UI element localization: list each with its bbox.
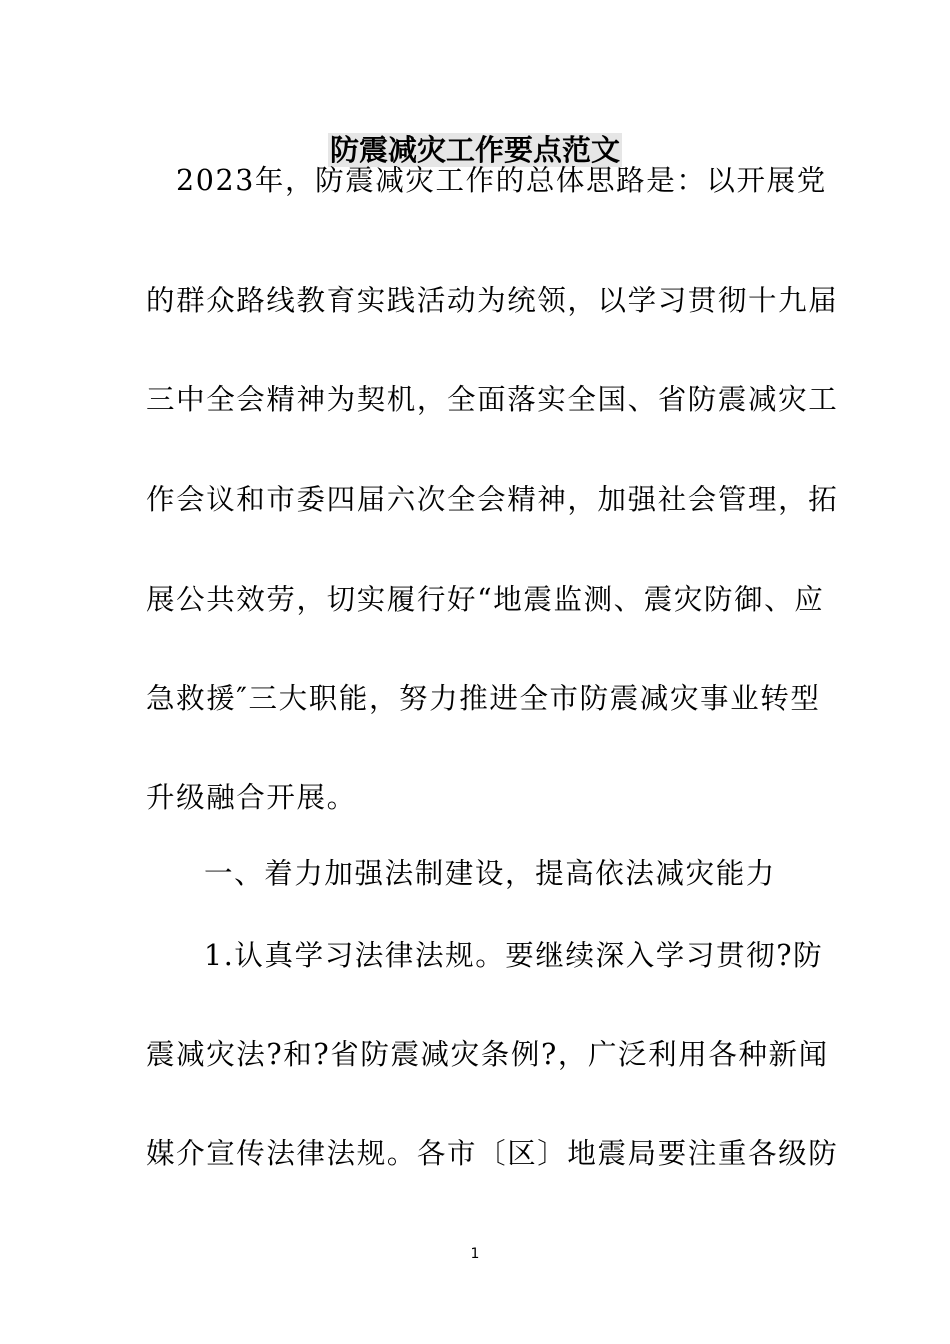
page-number: 1: [470, 1246, 480, 1262]
paragraph-line: 的群众路线教育实践活动为统领，以学习贯彻十九届: [146, 284, 839, 317]
paragraph-line: 升级融合开展。: [146, 781, 357, 814]
paragraph-line: 作会议和市委四届六次全会精神，加强社会管理，拓: [146, 483, 839, 516]
document-title-text: 防震减灾工作要点范文: [329, 133, 620, 167]
paragraph-line: 震减灾法?和?省防震减灾条例?，广泛利用各种新闻: [146, 1038, 829, 1071]
paragraph-line: 急救援″三大职能，努力推进全市防震减灾事业转型: [146, 682, 821, 715]
paragraph-line: 展公共效劳，切实履行好“地震监测、震灾防御、应: [146, 583, 825, 616]
paragraph-line: 1.认真学习法律法规。要继续深入学习贯彻?防: [204, 939, 824, 972]
paragraph-line: 2023年，防震减灾工作的总体思路是：以开展党: [176, 164, 827, 197]
paragraph-line: 媒介宣传法律法规。各市〔区〕地震局要注重各级防: [146, 1137, 839, 1170]
section-heading: 一、着力加强法制建设，提高依法减灾能力: [204, 857, 776, 890]
paragraph-line: 三中全会精神为契机，全面落实全国、省防震减灾工: [146, 383, 839, 416]
